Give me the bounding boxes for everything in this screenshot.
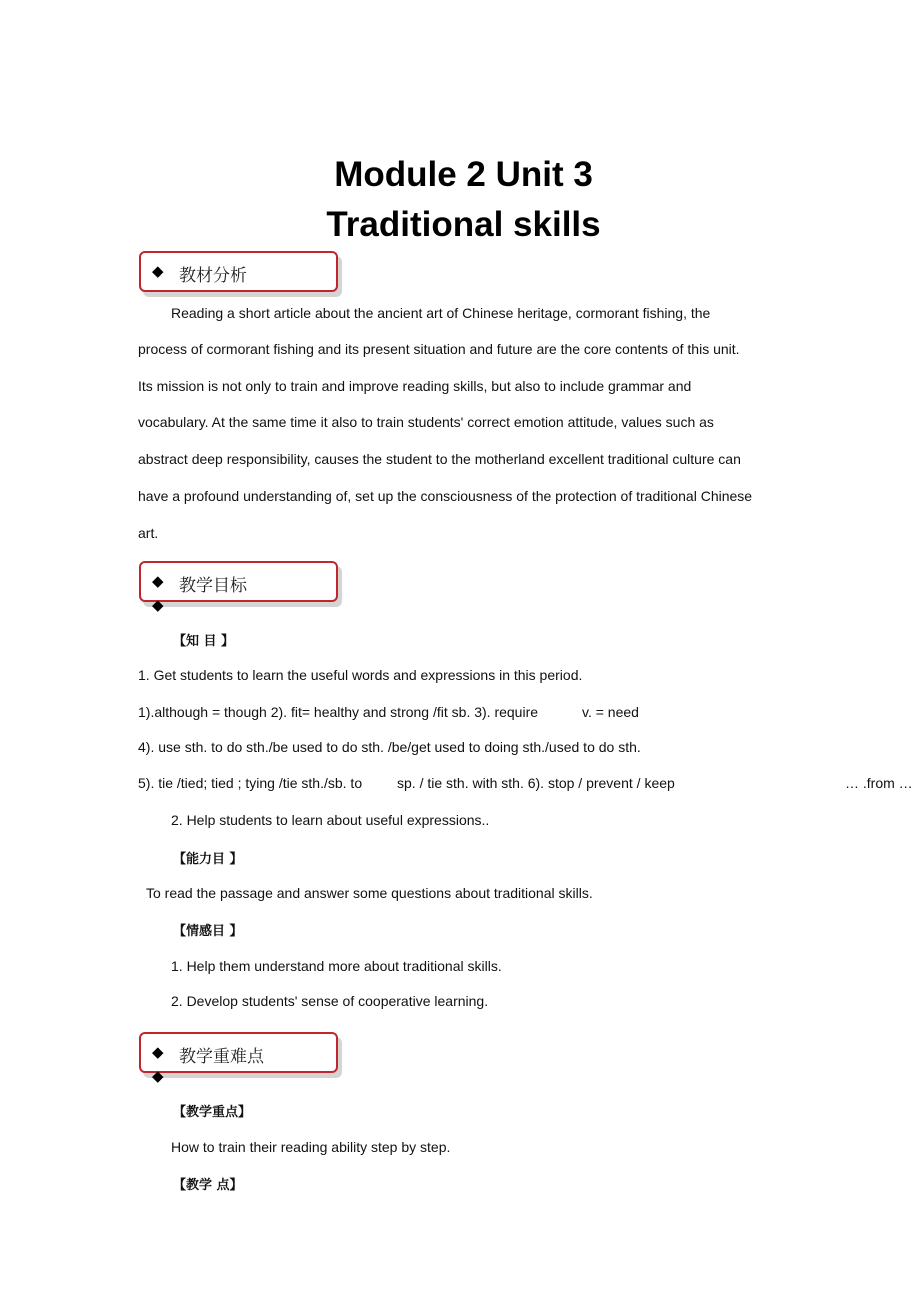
paragraph-line: abstract deep responsibility, causes the student to the motherland excellent traditional culture can	[138, 451, 741, 467]
diamond-bullet-icon: ◆	[152, 573, 164, 590]
diamond-bullet-icon: ◆	[152, 1068, 164, 1085]
list-item: 1. Get students to learn the useful words and expressions in this period.	[138, 667, 583, 683]
diamond-bullet-icon: ◆	[152, 597, 164, 614]
list-item: 1. Help them understand more about traditional skills.	[171, 958, 502, 974]
diamond-bullet-icon: ◆	[152, 263, 164, 280]
focus-text: How to train their reading ability step by step.	[171, 1139, 451, 1155]
paragraph-line: vocabulary. At the same time it also to train students' correct emotion attitude, values such as	[138, 414, 714, 430]
section-header-key-points	[139, 1032, 338, 1073]
diamond-bullet-icon: ◆	[152, 1044, 164, 1061]
focus-heading: 【教学重点】	[173, 1105, 252, 1120]
paragraph-line: art.	[138, 525, 159, 541]
vocab-line-continued: v. = need	[582, 704, 639, 720]
vocab-line: 5). tie /tied; tied ; tying /tie sth./sb. to	[138, 775, 363, 791]
paragraph-line: process of cormorant fishing and its present situation and future are the core contents of this unit.	[138, 341, 740, 357]
list-item: 2. Help students to learn about useful expressions..	[171, 812, 490, 828]
ability-text: To read the passage and answer some questions about traditional skills.	[146, 885, 593, 901]
page-title-line-2: Traditional skills	[326, 205, 601, 244]
section-header-label: 教材分析	[179, 266, 247, 286]
list-item: 2. Develop students' sense of cooperative learning.	[171, 993, 489, 1009]
difficulty-heading: 【教学 点】	[173, 1178, 243, 1193]
emotion-heading: 【情感目 】	[173, 924, 243, 939]
paragraph-line: have a profound understanding of, set up the consciousness of the protection of traditional Chinese	[138, 488, 753, 504]
knowledge-heading: 【知 目 】	[173, 634, 235, 649]
paragraph-line: Reading a short article about the ancient art of Chinese heritage, cormorant fishing, the	[171, 305, 711, 321]
ability-heading: 【能力目 】	[173, 852, 243, 867]
section-header-label: 教学重难点	[179, 1047, 264, 1067]
vocab-line: 4). use sth. to do sth./be used to do sth. /be/get used to doing sth./used to do sth.	[138, 739, 641, 755]
vocab-line-continued: sp. / tie sth. with sth. 6). stop / prevent / keep	[397, 775, 675, 791]
section-header-analysis	[139, 251, 338, 292]
vocab-line: 1).although = though 2). fit= healthy and strong /fit sb. 3). require	[138, 704, 539, 720]
section-header-objectives	[139, 561, 338, 602]
paragraph-line: Its mission is not only to train and improve reading skills, but also to include grammar and	[138, 378, 692, 394]
section-header-label: 教学目标	[179, 576, 247, 596]
page-title-line-1: Module 2 Unit 3	[334, 155, 593, 194]
vocab-line-tail: … .from …	[845, 775, 913, 791]
